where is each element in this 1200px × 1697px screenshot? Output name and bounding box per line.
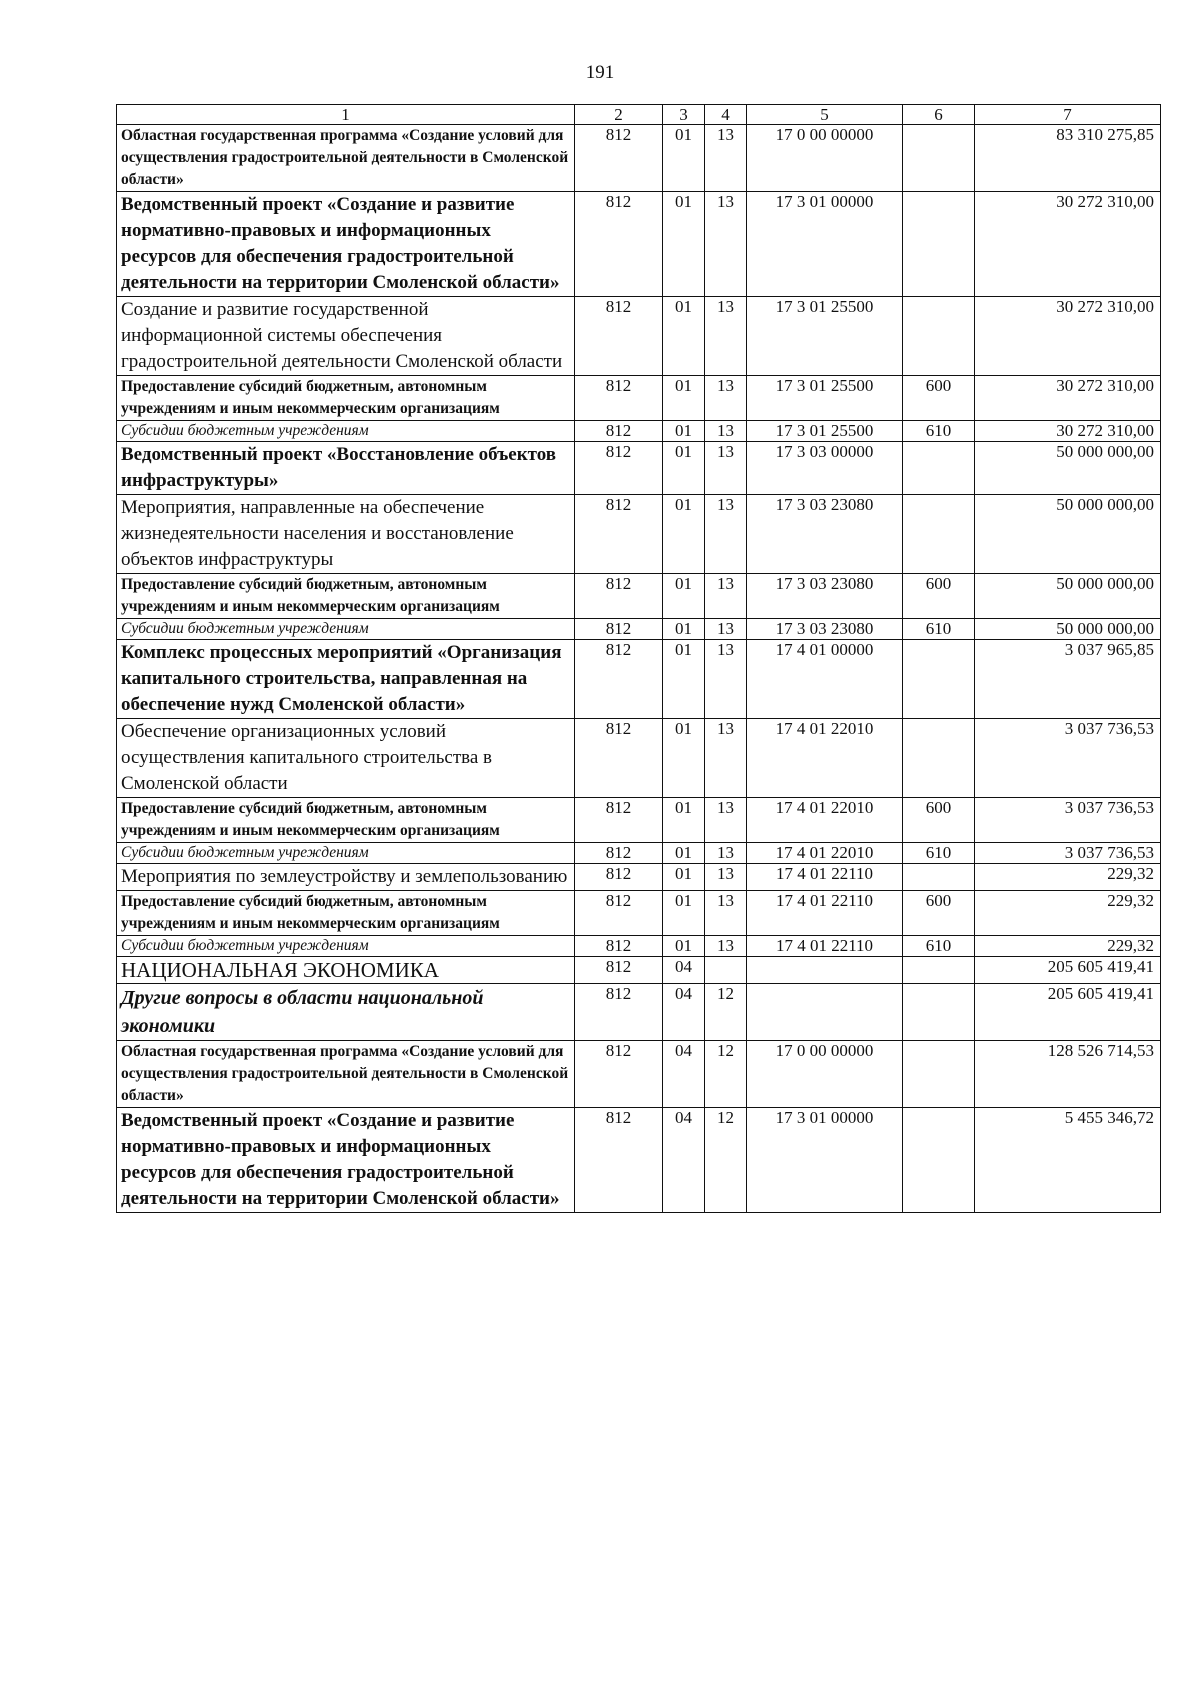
header-cell: 2 [575, 105, 663, 125]
item-name-cell: Ведомственный проект «Создание и развитие нормативно-правовых и информационных ресурсов для обеспечения градостроительной деятельности на территории Смоленской области» [117, 192, 575, 297]
item-name-cell: Ведомственный проект «Восстановление объектов инфраструктуры» [117, 442, 575, 495]
amount-cell: 30 272 310,00 [975, 421, 1161, 442]
header-cell: 7 [975, 105, 1161, 125]
item-name-cell: Областная государственная программа «Создание условий для осуществления градостроительной деятельности в Смоленской области» [117, 1041, 575, 1108]
section-code-cell: 01 [663, 719, 705, 798]
target-article-cell: 17 3 01 00000 [747, 1108, 903, 1213]
amount-cell: 205 605 419,41 [975, 957, 1161, 984]
header-cell: 3 [663, 105, 705, 125]
amount-cell: 3 037 965,85 [975, 640, 1161, 719]
subsection-code-cell: 13 [705, 798, 747, 843]
section-code-cell: 01 [663, 442, 705, 495]
table-row [117, 798, 1161, 843]
table-row [117, 376, 1161, 421]
item-name-cell: Обеспечение организационных условий осуществления капитального строительства в Смоленской области [117, 719, 575, 798]
target-article-cell [747, 957, 903, 984]
table-row [117, 442, 1161, 495]
admin-code-cell: 812 [575, 864, 663, 891]
admin-code-cell: 812 [575, 984, 663, 1041]
item-name-cell: Предоставление субсидий бюджетным, автономным учреждениям и иным некоммерческим организациям [117, 798, 575, 843]
admin-code-cell: 812 [575, 619, 663, 640]
admin-code-cell: 812 [575, 936, 663, 957]
amount-cell: 128 526 714,53 [975, 1041, 1161, 1108]
table-row [117, 957, 1161, 984]
section-code-cell: 01 [663, 297, 705, 376]
admin-code-cell: 812 [575, 192, 663, 297]
table-row [117, 984, 1161, 1041]
expense-type-cell [903, 957, 975, 984]
item-name-cell: Предоставление субсидий бюджетным, автономным учреждениям и иным некоммерческим организациям [117, 376, 575, 421]
admin-code-cell: 812 [575, 297, 663, 376]
item-name-cell: Субсидии бюджетным учреждениям [117, 843, 575, 864]
admin-code-cell: 812 [575, 798, 663, 843]
admin-code-cell: 812 [575, 957, 663, 984]
subsection-code-cell: 13 [705, 891, 747, 936]
target-article-cell [747, 984, 903, 1041]
table-row [117, 125, 1161, 192]
amount-cell: 229,32 [975, 891, 1161, 936]
expense-type-cell: 600 [903, 798, 975, 843]
expense-type-cell: 610 [903, 936, 975, 957]
subsection-code-cell: 12 [705, 984, 747, 1041]
target-article-cell: 17 3 03 23080 [747, 495, 903, 574]
expense-type-cell [903, 495, 975, 574]
admin-code-cell: 812 [575, 1108, 663, 1213]
section-code-cell: 01 [663, 192, 705, 297]
target-article-cell: 17 3 01 25500 [747, 376, 903, 421]
amount-cell: 205 605 419,41 [975, 984, 1161, 1041]
subsection-code-cell: 13 [705, 640, 747, 719]
amount-cell: 229,32 [975, 864, 1161, 891]
subsection-code-cell: 13 [705, 864, 747, 891]
expense-type-cell [903, 984, 975, 1041]
subsection-code-cell: 13 [705, 619, 747, 640]
amount-cell: 50 000 000,00 [975, 574, 1161, 619]
target-article-cell: 17 3 03 23080 [747, 574, 903, 619]
section-code-cell: 01 [663, 125, 705, 192]
expense-type-cell [903, 442, 975, 495]
section-code-cell: 04 [663, 957, 705, 984]
table-row [117, 719, 1161, 798]
amount-cell: 30 272 310,00 [975, 192, 1161, 297]
section-code-cell: 01 [663, 798, 705, 843]
section-code-cell: 01 [663, 421, 705, 442]
expense-type-cell [903, 640, 975, 719]
target-article-cell: 17 4 01 22010 [747, 719, 903, 798]
target-article-cell: 17 3 01 25500 [747, 297, 903, 376]
section-code-cell: 01 [663, 376, 705, 421]
target-article-cell: 17 0 00 00000 [747, 125, 903, 192]
item-name-cell: Мероприятия по землеустройству и землепользованию [117, 864, 575, 891]
subsection-code-cell: 13 [705, 376, 747, 421]
target-article-cell: 17 3 03 23080 [747, 619, 903, 640]
section-code-cell: 01 [663, 936, 705, 957]
admin-code-cell: 812 [575, 1041, 663, 1108]
subsection-code-cell: 13 [705, 442, 747, 495]
admin-code-cell: 812 [575, 891, 663, 936]
subsection-code-cell: 13 [705, 719, 747, 798]
section-code-cell: 01 [663, 640, 705, 719]
admin-code-cell: 812 [575, 640, 663, 719]
subsection-code-cell: 13 [705, 125, 747, 192]
target-article-cell: 17 4 01 22110 [747, 864, 903, 891]
amount-cell: 50 000 000,00 [975, 442, 1161, 495]
amount-cell: 3 037 736,53 [975, 719, 1161, 798]
target-article-cell: 17 4 01 22010 [747, 843, 903, 864]
item-name-cell: Субсидии бюджетным учреждениям [117, 421, 575, 442]
expense-type-cell: 600 [903, 376, 975, 421]
table-row [117, 640, 1161, 719]
expense-type-cell: 610 [903, 421, 975, 442]
section-code-cell: 04 [663, 1108, 705, 1213]
budget-table [116, 104, 1161, 1213]
section-code-cell: 01 [663, 843, 705, 864]
item-name-cell: Ведомственный проект «Создание и развитие нормативно-правовых и информационных ресурсов для обеспечения градостроительной деятельности на территории Смоленской области» [117, 1108, 575, 1213]
expense-type-cell [903, 719, 975, 798]
table-header-row [117, 105, 1161, 125]
item-name-cell: Субсидии бюджетным учреждениям [117, 936, 575, 957]
subsection-code-cell: 13 [705, 574, 747, 619]
table-row [117, 574, 1161, 619]
table-row [117, 619, 1161, 640]
header-cell: 1 [117, 105, 575, 125]
admin-code-cell: 812 [575, 376, 663, 421]
admin-code-cell: 812 [575, 495, 663, 574]
table-row [117, 936, 1161, 957]
admin-code-cell: 812 [575, 843, 663, 864]
target-article-cell: 17 4 01 22110 [747, 891, 903, 936]
target-article-cell: 17 3 01 00000 [747, 192, 903, 297]
header-cell: 6 [903, 105, 975, 125]
amount-cell: 229,32 [975, 936, 1161, 957]
amount-cell: 50 000 000,00 [975, 495, 1161, 574]
section-code-cell: 01 [663, 864, 705, 891]
subsection-code-cell [705, 957, 747, 984]
target-article-cell: 17 3 01 25500 [747, 421, 903, 442]
item-name-cell: Областная государственная программа «Создание условий для осуществления градостроительной деятельности в Смоленской области» [117, 125, 575, 192]
target-article-cell: 17 0 00 00000 [747, 1041, 903, 1108]
section-code-cell: 01 [663, 891, 705, 936]
item-name-cell: Субсидии бюджетным учреждениям [117, 619, 575, 640]
expense-type-cell [903, 1041, 975, 1108]
expense-type-cell [903, 1108, 975, 1213]
section-code-cell: 01 [663, 619, 705, 640]
item-name-cell: Создание и развитие государственной информационной системы обеспечения градостроительной деятельности Смоленской области [117, 297, 575, 376]
item-name-cell: НАЦИОНАЛЬНАЯ ЭКОНОМИКА [117, 957, 575, 984]
expense-type-cell [903, 192, 975, 297]
item-name-cell: Мероприятия, направленные на обеспечение жизнедеятельности населения и восстановление объектов инфраструктуры [117, 495, 575, 574]
subsection-code-cell: 13 [705, 936, 747, 957]
expense-type-cell: 610 [903, 843, 975, 864]
page-number: 191 [585, 62, 615, 83]
table-row [117, 843, 1161, 864]
amount-cell: 83 310 275,85 [975, 125, 1161, 192]
admin-code-cell: 812 [575, 442, 663, 495]
subsection-code-cell: 13 [705, 192, 747, 297]
expense-type-cell [903, 125, 975, 192]
subsection-code-cell: 12 [705, 1041, 747, 1108]
amount-cell: 5 455 346,72 [975, 1108, 1161, 1213]
amount-cell: 30 272 310,00 [975, 376, 1161, 421]
table-row [117, 495, 1161, 574]
amount-cell: 30 272 310,00 [975, 297, 1161, 376]
expense-type-cell: 600 [903, 891, 975, 936]
section-code-cell: 04 [663, 1041, 705, 1108]
admin-code-cell: 812 [575, 125, 663, 192]
amount-cell: 3 037 736,53 [975, 843, 1161, 864]
section-code-cell: 04 [663, 984, 705, 1041]
admin-code-cell: 812 [575, 574, 663, 619]
item-name-cell: Предоставление субсидий бюджетным, автономным учреждениям и иным некоммерческим организациям [117, 891, 575, 936]
header-cell: 5 [747, 105, 903, 125]
header-cell: 4 [705, 105, 747, 125]
table-row [117, 421, 1161, 442]
target-article-cell: 17 4 01 22010 [747, 798, 903, 843]
expense-type-cell [903, 864, 975, 891]
expense-type-cell: 600 [903, 574, 975, 619]
item-name-cell: Другие вопросы в области национальной экономики [117, 984, 575, 1041]
section-code-cell: 01 [663, 495, 705, 574]
table-row [117, 864, 1161, 891]
table-row [117, 1108, 1161, 1213]
admin-code-cell: 812 [575, 719, 663, 798]
amount-cell: 3 037 736,53 [975, 798, 1161, 843]
table-row [117, 297, 1161, 376]
item-name-cell: Предоставление субсидий бюджетным, автономным учреждениям и иным некоммерческим организациям [117, 574, 575, 619]
expense-type-cell: 610 [903, 619, 975, 640]
subsection-code-cell: 13 [705, 495, 747, 574]
section-code-cell: 01 [663, 574, 705, 619]
admin-code-cell: 812 [575, 421, 663, 442]
subsection-code-cell: 12 [705, 1108, 747, 1213]
target-article-cell: 17 3 03 00000 [747, 442, 903, 495]
table-row [117, 192, 1161, 297]
table-row [117, 891, 1161, 936]
table-row [117, 1041, 1161, 1108]
target-article-cell: 17 4 01 00000 [747, 640, 903, 719]
target-article-cell: 17 4 01 22110 [747, 936, 903, 957]
amount-cell: 50 000 000,00 [975, 619, 1161, 640]
subsection-code-cell: 13 [705, 297, 747, 376]
subsection-code-cell: 13 [705, 843, 747, 864]
subsection-code-cell: 13 [705, 421, 747, 442]
item-name-cell: Комплекс процессных мероприятий «Организация капитального строительства, направленная на обеспечение нужд Смоленской области» [117, 640, 575, 719]
expense-type-cell [903, 297, 975, 376]
